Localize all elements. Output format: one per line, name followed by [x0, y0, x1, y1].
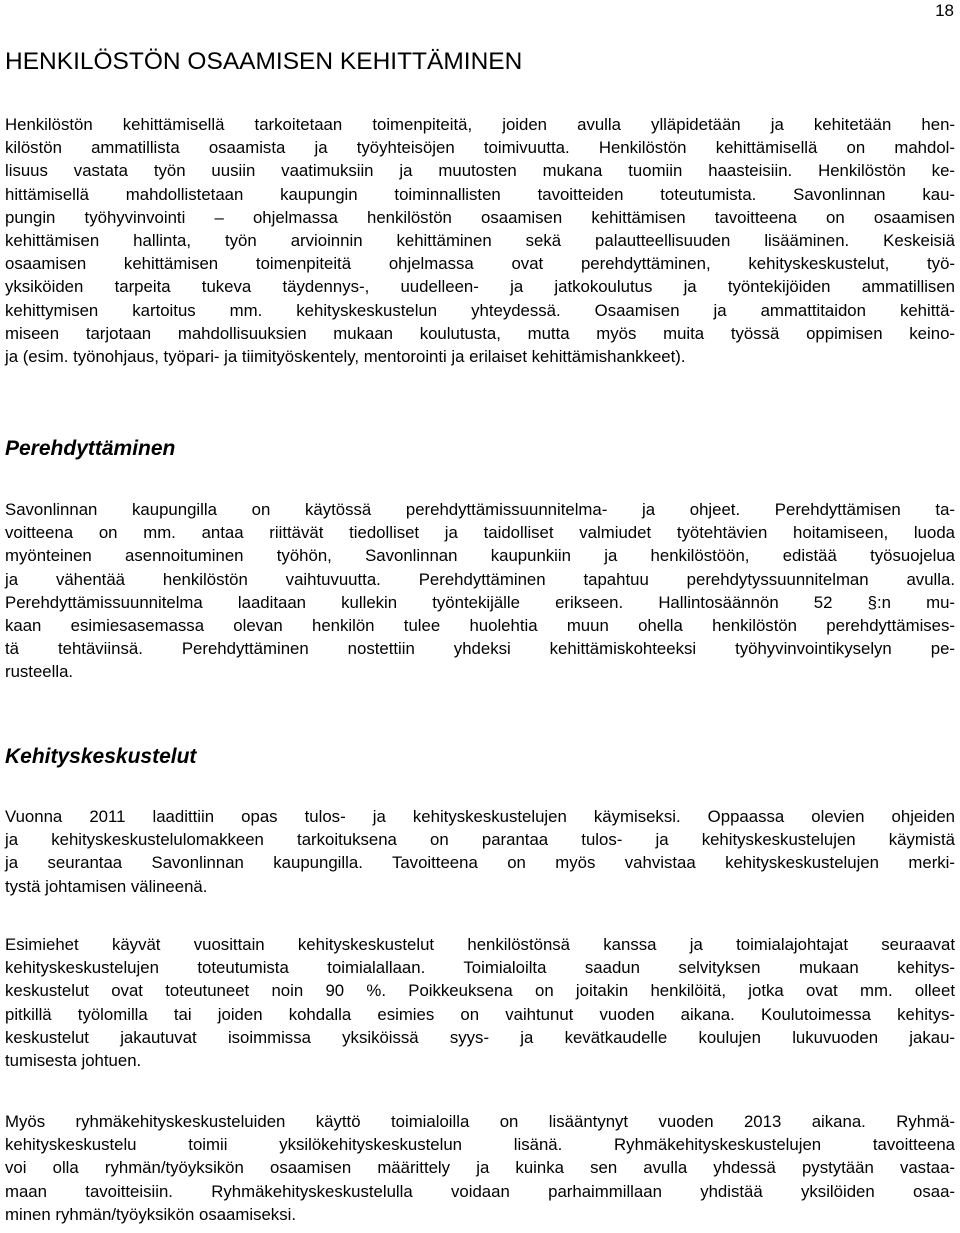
text-line: tystä johtamisen välineenä.	[5, 876, 208, 896]
perehdyttaminen-paragraph	[5, 498, 955, 684]
text-line: kehityskeskustelujen toteutumista toimialallaan. Toimialoilta saadun selvityksen mukaan kehitys-	[5, 958, 955, 978]
text-line: kaan esimiesasemassa olevan henkilön tulee huolehtia muun ohella henkilöstön perehdyttämises-	[5, 615, 955, 635]
text-line: ja seurantaa Savonlinnan kaupungilla. Tavoitteena on myös vahvistaa kehityskeskustelujen merki-	[5, 853, 955, 873]
text-line: myönteinen asennoituminen työhön, Savonlinnan kaupunkiin ja henkilöstöön, edistää työsuojelua	[5, 546, 955, 566]
intro-paragraph	[5, 113, 955, 368]
text-line: yksiköiden tarpeita tukeva täydennys-, uudelleen- ja jatkokoulutus ja työntekijöiden ammatillisen	[5, 277, 955, 297]
text-line: hittämisellä mahdollistetaan kaupungin toiminnallisten tavoitteiden toteutumista. Savonlinnan kau-	[5, 184, 955, 204]
text-line: Perehdyttämissuunnitelma laaditaan kullekin työntekijälle erikseen. Hallintosäännön 52 §:n mu-	[5, 592, 955, 612]
text-line: keskustelut ovat toteutuneet noin 90 %. Poikkeuksena on joitakin henkilöitä, jotka ovat mm. olleet	[5, 981, 955, 1001]
text-line: rusteella.	[5, 662, 74, 682]
text-line: tumisesta johtuen.	[5, 1050, 142, 1070]
text-line: tä tehtäviinsä. Perehdyttäminen nostettiin yhdeksi kehittämiskohteeksi työhyvinvointikyselyn pe-	[5, 639, 955, 659]
text-line: minen ryhmän/työyksikön osaamiseksi.	[5, 1204, 296, 1224]
text-line: voi olla ryhmän/työyksikön osaamisen määrittely ja kuinka sen avulla yhdessä pystytään vastaa-	[5, 1158, 955, 1178]
text-line: osaamisen kehittämisen toimenpiteitä ohjelmassa ovat perehdyttäminen, kehityskeskustelut, työ-	[5, 254, 955, 274]
text-line: maan tavoitteisiin. Ryhmäkehityskeskustelulla voidaan parhaimmillaan yhdistää yksilöiden osaa-	[5, 1181, 955, 1201]
text-line: voitteena on mm. antaa riittävät tiedolliset ja taidolliset valmiudet työtehtävien hoitamiseen, luoda	[5, 523, 955, 543]
text-line: Savonlinnan kaupungilla on käytössä perehdyttämissuunnitelma- ja ohjeet. Perehdyttämisen ta-	[5, 500, 955, 519]
text-line: miseen tarjotaan mahdollisuuksien mukaan koulutusta, mutta myös muita työssä oppimisen keino-	[5, 323, 955, 343]
text-line: kehittämisen hallinta, työn arvioinnin kehittäminen sekä palautteellisuuden lisääminen. Keskeisiä	[5, 230, 955, 250]
text-line: Henkilöstön kehittämisellä tarkoitetaan toimenpiteitä, joiden avulla ylläpidetään ja kehitetään hen-	[5, 115, 955, 134]
text-line: pungin työhyvinvointi – ohjelmassa henkilöstön osaamisen kehittämisen tavoitteena on osaamisen	[5, 207, 955, 227]
section-heading-kehityskeskustelut: Kehityskeskustelut	[5, 745, 197, 768]
text-line: pitkillä työlomilla tai joiden kohdalla esimies on vaihtunut vuoden aikana. Koulutoimessa kehitys-	[5, 1004, 955, 1024]
page-title: HENKILÖSTÖN OSAAMISEN KEHITTÄMINEN	[5, 48, 523, 75]
text-line: Vuonna 2011 laadittiin opas tulos- ja kehityskeskustelujen käymiseksi. Oppaassa olevien ohjeiden	[5, 807, 955, 826]
text-line: Esimiehet käyvät vuosittain kehityskeskustelut henkilöstönsä kanssa ja toimialajohtajat seuraavat	[5, 935, 955, 954]
text-line: lisuus vastata työn uusiin vaatimuksiin ja muutosten mukana tuomiin haasteisiin. Henkilöstön ke-	[5, 161, 955, 181]
text-line: keskustelut jakautuvat isoimmissa yksiköissä syys- ja kevätkaudelle koulujen lukuvuoden jakau-	[5, 1027, 955, 1047]
text-line: ja vähentää henkilöstön vaihtuvuutta. Perehdyttäminen tapahtuu perehdytyssuunnitelman avulla.	[5, 569, 955, 589]
kehityskeskustelut-paragraph-3	[5, 1110, 955, 1226]
section-heading-perehdyttaminen: Perehdyttäminen	[5, 437, 176, 460]
page-number: 18	[935, 1, 954, 20]
kehityskeskustelut-paragraph-2	[5, 933, 955, 1072]
text-line: kehityskeskustelu toimii yksilökehityskeskustelun lisänä. Ryhmäkehityskeskustelujen tavoitteena	[5, 1135, 955, 1155]
text-line: ja (esim. työnohjaus, työpari- ja tiimityöskentely, mentorointi ja erilaiset kehittämishankkeet).	[5, 346, 686, 366]
kehityskeskustelut-paragraph-1	[5, 805, 955, 898]
text-line: ja kehityskeskustelulomakkeen tarkoituksena on parantaa tulos- ja kehityskeskustelujen käymistä	[5, 830, 955, 850]
text-line: Myös ryhmäkehityskeskusteluiden käyttö toimialoilla on lisääntynyt vuoden 2013 aikana. Ryhmä-	[5, 1112, 955, 1131]
text-line: kilöstön ammatillista osaamista ja työyhteisöjen toimivuutta. Henkilöstön kehittämisellä on mahdol-	[5, 138, 955, 158]
text-line: kehittymisen kartoitus mm. kehityskeskustelun yhteydessä. Osaamisen ja ammattitaidon kehittä-	[5, 300, 955, 320]
